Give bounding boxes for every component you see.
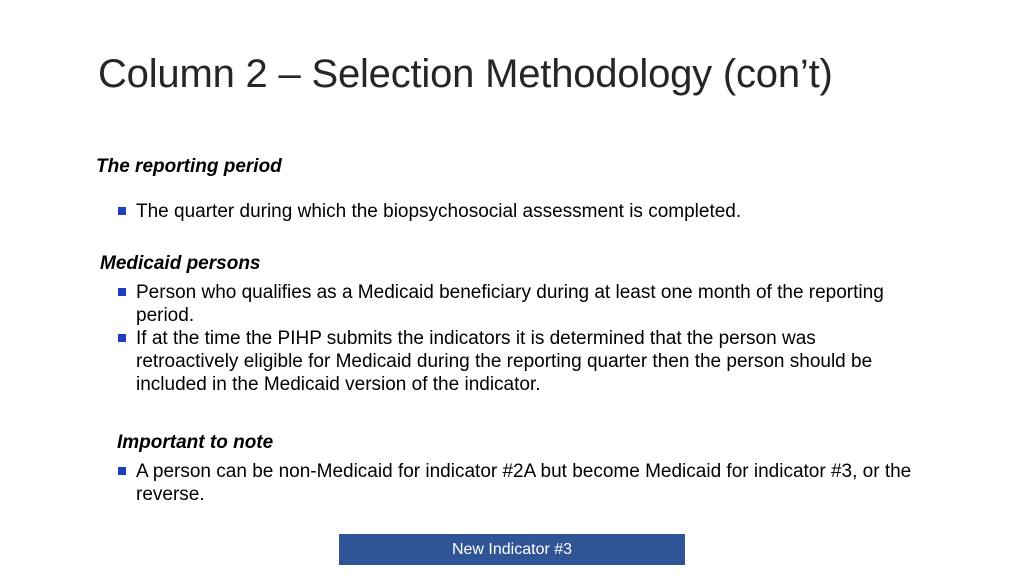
section-heading-important-note: Important to note xyxy=(117,432,274,453)
bullet-text: The quarter during which the biopsychosocial assessment is completed. xyxy=(136,201,742,222)
bullet-text: Person who qualifies as a Medicaid beneficiary during at least one month of the reporting period. xyxy=(136,282,884,326)
reporting-period-list xyxy=(118,200,918,223)
list-item xyxy=(118,200,918,223)
list-item xyxy=(118,460,930,506)
list-item xyxy=(118,327,918,396)
important-note-list xyxy=(118,460,930,506)
square-bullet-icon xyxy=(118,467,126,475)
square-bullet-icon xyxy=(118,207,126,215)
square-bullet-icon xyxy=(118,334,126,342)
section-heading-medicaid-persons: Medicaid persons xyxy=(100,253,261,274)
footer-label-text: New Indicator #3 xyxy=(451,540,573,558)
footer-indicator-label xyxy=(339,534,685,565)
bullet-text: A person can be non-Medicaid for indicator #2A but become Medicaid for indicator #3, or the reverse. xyxy=(136,461,912,505)
slide-title: Column 2 – Selection Methodology (con’t) xyxy=(98,52,833,96)
bullet-text: If at the time the PIHP submits the indicators it is determined that the person was retroactively eligible for Medicaid during the reporting quarter then the person should be included in the Medicaid version of the indicator. xyxy=(136,328,873,395)
section-heading-reporting-period: The reporting period xyxy=(96,156,282,177)
medicaid-persons-list xyxy=(118,281,918,396)
square-bullet-icon xyxy=(118,288,126,296)
list-item xyxy=(118,281,918,327)
